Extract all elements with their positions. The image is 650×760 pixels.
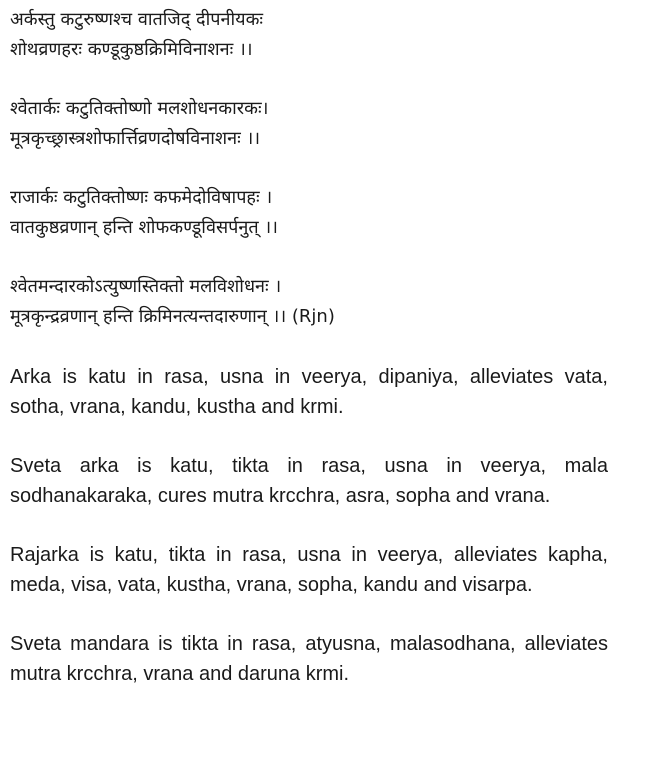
english-paragraph-sveta-arka: Sveta arka is katu, tikta in rasa, usna in veerya, mala sodhanakaraka, cures mutra krcchra, asra, sopha and vrana. — [10, 455, 608, 507]
verse-line: शोथव्रणहरः कण्डूकुष्ठक्रिमिविनाशनः ।। — [10, 39, 253, 60]
verse-line: मूत्रकृच्छ्रास्त्रशोफार्त्तिव्रणदोषविनाशनः ।। — [10, 128, 261, 149]
english-paragraph-sveta-mandara: Sveta mandara is tikta in rasa, atyusna, malasodhana, alleviates mutra krcchra, vrana and daruna krmi. — [10, 633, 608, 685]
verse-line: श्वेतार्कः कटुतिक्तोष्णो मलशोधनकारकः। — [10, 98, 269, 119]
verse-line: मूत्रकृन्द्रव्रणान् हन्ति क्रिमिनत्यन्तदारुणान् ।। (Rjn) — [10, 306, 335, 327]
sanskrit-verse-sveta-arka — [10, 94, 608, 154]
verse-line: वातकुष्ठव्रणान् हन्ति शोफकण्डूविसर्पनुत् ।। — [10, 217, 278, 238]
english-paragraph-rajarka: Rajarka is katu, tikta in rasa, usna in veerya, alleviates kapha, meda, visa, vata, kustha, vrana, sopha, kandu and visarpa. — [10, 544, 608, 596]
english-paragraph-arka: Arka is katu in rasa, usna in veerya, dipaniya, alleviates vata, sotha, vrana, kandu, kustha and krmi. — [10, 366, 608, 418]
sanskrit-verse-rajarka — [10, 183, 608, 243]
sanskrit-verse-sveta-mandara — [10, 272, 608, 332]
sanskrit-verse-arka — [10, 5, 608, 65]
document-page — [10, 0, 608, 689]
verse-line: अर्कस्तु कटुरुष्णश्च वातजिद् दीपनीयकः — [10, 9, 264, 30]
verse-line: राजार्कः कटुतिक्तोष्णः कफमेदोविषापहः । — [10, 187, 273, 208]
verse-line: श्वेतमन्दारकोऽत्युष्णस्तिक्तो मलविशोधनः । — [10, 276, 282, 297]
